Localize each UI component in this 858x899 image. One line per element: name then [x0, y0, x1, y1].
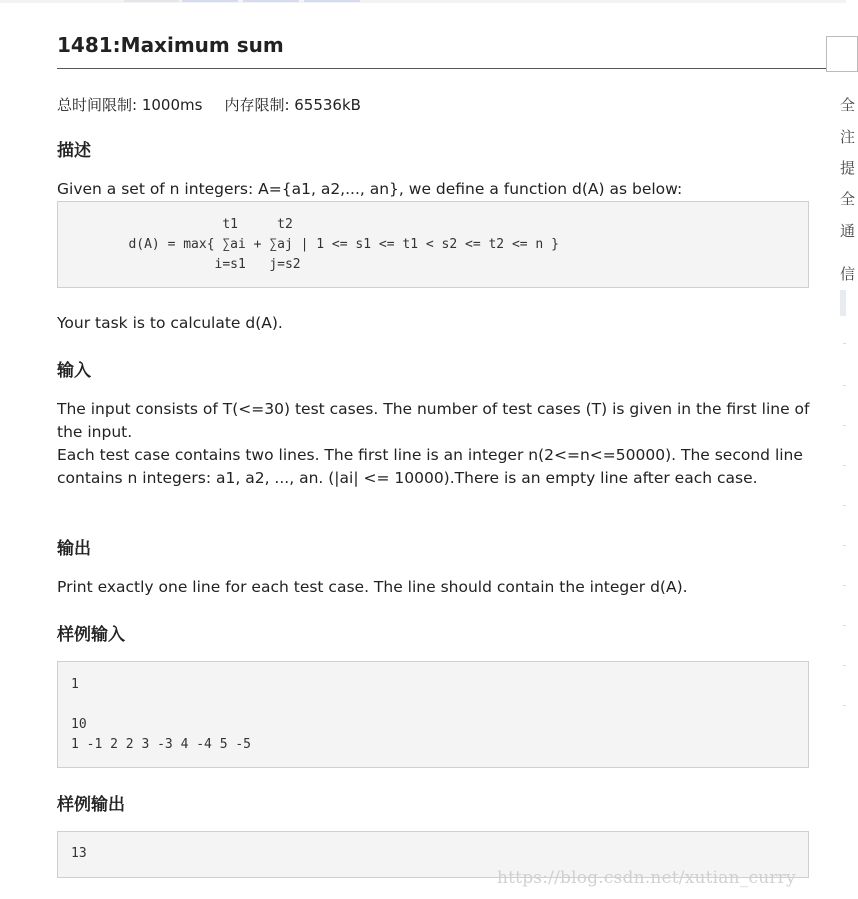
sidebar-divider [843, 585, 846, 586]
tab-strip-segment [182, 0, 238, 2]
tab-strip-segment [124, 0, 179, 2]
task-text: Your task is to calculate d(A). [57, 314, 283, 332]
sidebar-link[interactable]: 全 [840, 190, 856, 208]
description-intro: Given a set of n integers: A={a1, a2,..., an}, we define a function d(A) as below: [57, 180, 683, 198]
sample-output-code: 13 [71, 846, 87, 861]
sidebar-link[interactable]: 通 [840, 222, 856, 240]
tab-strip-segment [243, 0, 299, 2]
sidebar-divider [843, 505, 846, 506]
title-divider [57, 68, 826, 69]
description-heading: 描述 [57, 141, 91, 161]
watermark-text: https://blog.csdn.net/xutian_curry [497, 868, 796, 888]
top-tab-strip [0, 0, 846, 3]
sidebar-highlight[interactable] [840, 290, 846, 316]
sidebar-link[interactable]: 注 [840, 128, 856, 146]
sidebar-link[interactable]: 提 [840, 159, 856, 177]
input-text-2: Each test case contains two lines. The first line is an integer n(2<=n<=50000). The second line contains n integers: a1, a2, ..., an. (|ai| <= 10000).There is an empty line after each case. [57, 446, 803, 487]
sidebar-divider [843, 705, 846, 706]
sidebar-divider [843, 425, 846, 426]
output-text: Print exactly one line for each test case. The line should contain the integer d(A). [57, 578, 688, 596]
problem-limits [57, 94, 361, 115]
sidebar-panel-edge[interactable] [826, 36, 858, 72]
time-limit: 总时间限制: 1000ms [57, 96, 203, 114]
input-heading: 输入 [57, 361, 91, 381]
sample-input-heading: 样例输入 [57, 625, 125, 645]
formula-text: t1 t2 d(A) = max{ ∑ai + ∑aj | 1 <= s1 <= t1 < s2 <= t2 <= n } i=s1 j=s2 [128, 217, 559, 272]
sidebar-heading: 信 [840, 265, 856, 283]
sidebar-divider [843, 343, 846, 344]
sidebar-link[interactable]: 全 [840, 96, 856, 114]
memory-limit: 内存限制: 65536kB [224, 96, 361, 114]
input-text-1: The input consists of T(<=30) test cases. The number of test cases (T) is given in the first line of the input. [57, 400, 810, 441]
sidebar-divider [843, 625, 846, 626]
formula-block [57, 201, 809, 288]
sidebar-divider [843, 385, 846, 386]
sidebar-divider [843, 665, 846, 666]
sample-input-code: 1 10 1 -1 2 2 3 -3 4 -4 5 -5 [71, 677, 252, 752]
sample-input-block [57, 661, 809, 768]
problem-title: 1481:Maximum sum [57, 33, 284, 57]
sidebar-divider [843, 465, 846, 466]
sample-output-heading: 样例输出 [57, 795, 125, 815]
sidebar-divider [843, 545, 846, 546]
output-heading: 输出 [57, 539, 91, 559]
tab-strip-segment [304, 0, 360, 2]
